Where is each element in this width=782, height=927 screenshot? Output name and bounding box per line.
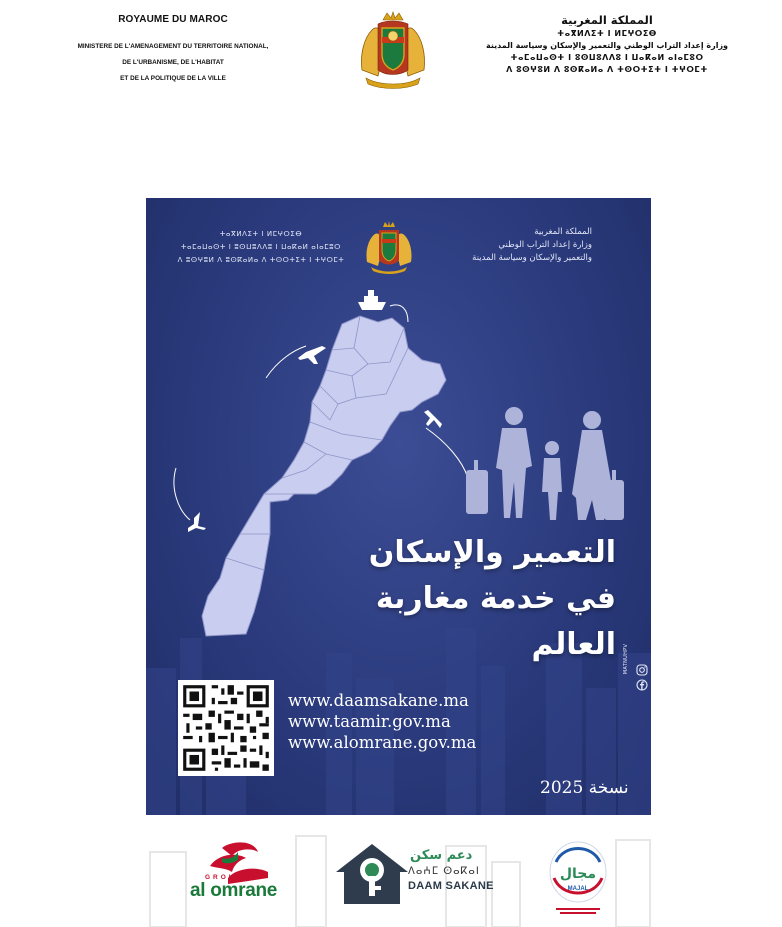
- slogan-line-2: في خدمة مغاربة العالم: [375, 581, 616, 662]
- poster-coat-of-arms-icon: [363, 220, 415, 274]
- daam-sakane-tifinagh: ⴷⴰⵄⵎ ⵙⴰⴽⴰⵏ: [408, 866, 480, 877]
- ministry-title-ar: وزارة إعداد التراب الوطني والتعمير والإسكان وسياسة المدينة: [485, 41, 729, 50]
- url-link[interactable]: www.alomrane.gov.ma: [288, 733, 477, 752]
- family-silhouette: [466, 407, 624, 520]
- kingdom-title-ar: المملكة المغربية: [561, 13, 653, 27]
- ferry-icon: [358, 290, 386, 310]
- poster-arabic-header: [432, 226, 592, 265]
- daam-sakane-latin: DAAM SAKANE: [408, 880, 494, 892]
- header-left-block: [44, 14, 302, 87]
- website-links: [288, 690, 476, 753]
- ministry-line-fr: MINISTERE DE L'AMENAGEMENT DU TERRITOIRE NATIONAL,: [77, 43, 269, 50]
- omrane-group-label: GROUPE: [205, 874, 252, 881]
- instagram-icon[interactable]: [636, 664, 648, 676]
- majal-logo: [542, 832, 614, 920]
- majal-arabic: مجال: [559, 866, 597, 882]
- kingdom-title-fr: ROYAUME DU MAROC: [118, 14, 228, 25]
- ministry-title-tfng: ⴷ ⵓⵙⵖⵓⵍ ⴷ ⵓⵙⴽⴰⵍⴰ ⴷ ⵜⵙⵔⵜⵉⵜ ⵏ ⵜⵖⵔⵎⵜ: [506, 65, 708, 74]
- url-link[interactable]: www.daamsakane.ma: [288, 691, 469, 710]
- slogan-line-1: التعمير والإسكان: [368, 535, 616, 570]
- poster-arabic-line: وزارة إعداد التراب الوطني: [498, 240, 592, 250]
- kingdom-title-tfng: ⵜⴰⴳⵍⴷⵉⵜ ⵏ ⵍⵎⵖⵔⵉⴱ: [557, 29, 657, 38]
- ministry-line-fr: DE L'URBANISME, DE L'HABITAT: [122, 59, 224, 66]
- ministry-title-tfng: ⵜⴰⵎⴰⵡⴰⵙⵜ ⵏ ⵓⵙⵡⵓⴷⴷⵓ ⵏ ⵡⴰⴽⴰⵍ ⴰⵏⴰⵎⵓⵔ: [510, 53, 704, 62]
- header-right-block: [480, 12, 734, 76]
- campaign-poster: [146, 198, 651, 815]
- poster-tifinagh-header: [176, 228, 346, 267]
- edition-label: نسخة 2025: [540, 778, 629, 798]
- url-link[interactable]: www.taamir.gov.ma: [288, 712, 451, 731]
- ministry-line-fr: ET DE LA POLITIQUE DE LA VILLE: [120, 75, 226, 82]
- poster-tfng-line: ⵜⴰⵎⴰⵡⴰⵙⵜ ⵏ ⵓⵙⵡⵓⴷⴷⵓ ⵏ ⵡⴰⴽⴰⵍ ⴰⵏⴰⵎⵓⵔ: [181, 243, 341, 251]
- coat-of-arms-icon: [356, 10, 430, 90]
- social-handle: MATNUHPV: [623, 643, 630, 675]
- majal-latin: MAJAL: [567, 886, 589, 892]
- facebook-icon[interactable]: [636, 679, 648, 691]
- poster-tfng-line: ⴷ ⵓⵙⵖⵓⵍ ⴷ ⵓⵙⴽⴰⵍⴰ ⴷ ⵜⵙⵔⵜⵉⵜ ⵏ ⵜⵖⵔⵎⵜ: [177, 256, 345, 264]
- partner-logos: [146, 822, 651, 927]
- campaign-slogan: [286, 530, 616, 668]
- qr-code[interactable]: [178, 680, 274, 776]
- social-links: [623, 642, 649, 702]
- poster-tfng-line: ⵜⴰⴳⵍⴷⵉⵜ ⵏ ⵍⵎⵖⵔⵉⴱ: [219, 230, 303, 238]
- poster-arabic-line: المملكة المغربية: [534, 227, 592, 237]
- daam-sakane-house-icon: [332, 838, 412, 908]
- poster-arabic-line: والتعمير والإسكان وسياسة المدينة: [472, 253, 592, 263]
- daam-sakane-arabic: دعم سكن: [410, 848, 473, 863]
- omrane-name: al omrane: [190, 880, 278, 901]
